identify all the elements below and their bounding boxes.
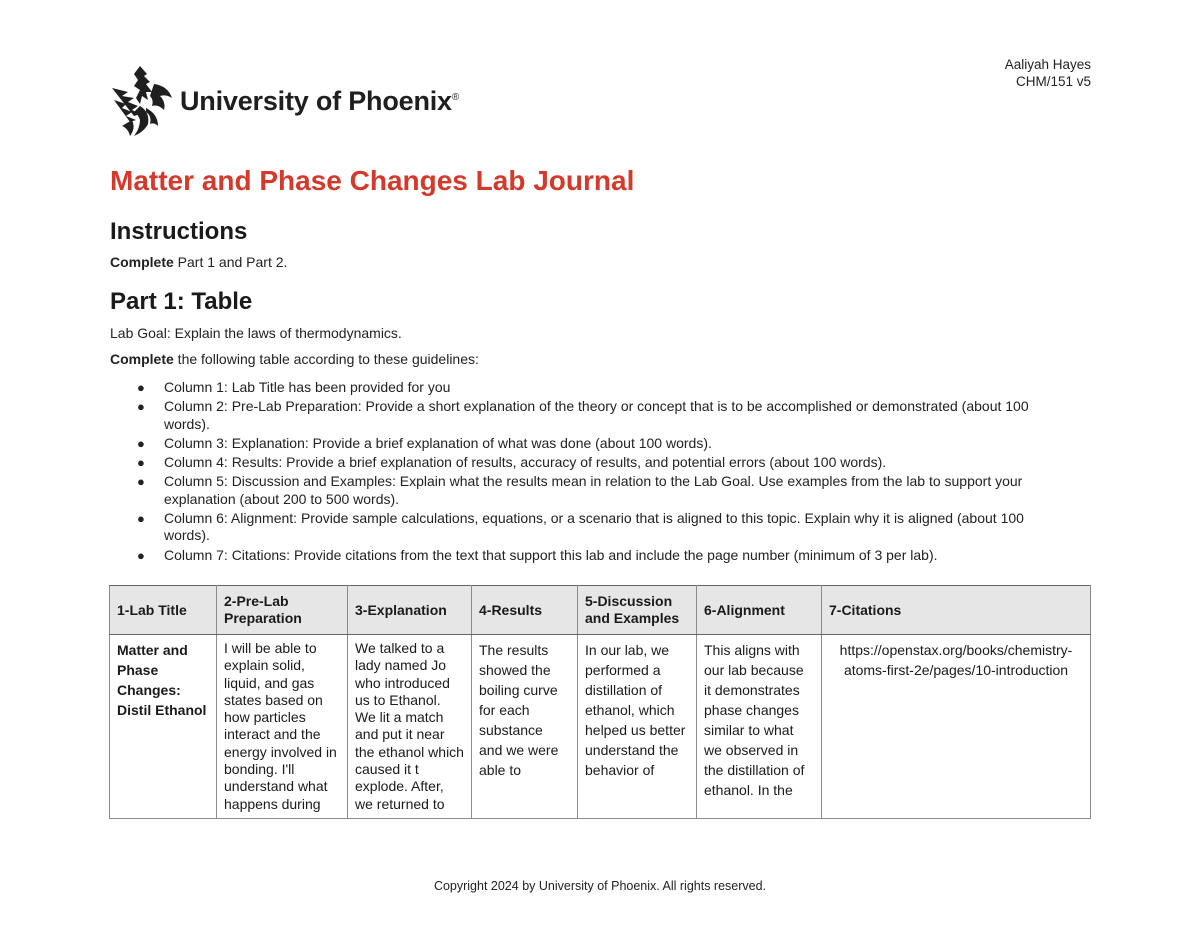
column-header: 7-Citations	[822, 586, 1091, 635]
guideline-item: ● Column 4: Results: Provide a brief explanation of results, accuracy of results, and potential errors (about 100 words).	[137, 454, 887, 471]
bullet-icon: ●	[137, 547, 145, 563]
university-logo	[110, 64, 460, 139]
guideline-item: ● Column 6: Alignment: Provide sample calculations, equations, or a scenario that is aligned to this topic. Explain why it is aligned (about 100 words).	[137, 510, 1024, 544]
phoenix-bird-icon	[110, 64, 176, 139]
results-cell: The results showed the boiling curve for each substance and we were able to	[472, 635, 578, 819]
column-header: 2-Pre-Lab Preparation	[217, 586, 348, 635]
explanation-cell: We talked to a lady named Jo who introduced us to Ethanol. We lit a match and put it near the ethanol which caused it t explode. After, we returned to	[348, 635, 472, 819]
part1-heading: Part 1: Table	[110, 288, 253, 315]
header-meta	[1005, 56, 1091, 90]
bullet-icon: ●	[137, 474, 145, 490]
citations-cell: https://openstax.org/books/chemistry-atoms-first-2e/pages/10-introduction	[822, 635, 1091, 819]
guidelines-intro: Complete the following table according to these guidelines:	[110, 351, 479, 367]
course-code: CHM/151 v5	[1015, 74, 1091, 89]
author-name: Aaliyah Hayes	[1004, 57, 1091, 72]
complete-instruction: Complete Part 1 and Part 2.	[110, 254, 288, 270]
alignment-cell: This aligns with our lab because it demonstrates phase changes similar to what we observed in the distillation of ethanol. In the	[697, 635, 822, 819]
column-header: 3-Explanation	[348, 586, 472, 635]
table-row	[110, 635, 1091, 819]
column-header: 6-Alignment	[697, 586, 822, 635]
bullet-icon: ●	[137, 455, 145, 471]
guideline-item: ● Column 5: Discussion and Examples: Explain what the results mean in relation to the Lab Goal. Use examples from the lab to support your explanation (about 200 to 500 words).	[137, 473, 1023, 507]
bullet-icon: ●	[137, 380, 145, 395]
table-header-row	[110, 586, 1091, 635]
lab-goal: Lab Goal: Explain the laws of thermodynamics.	[110, 325, 402, 341]
column-header: 1-Lab Title	[110, 586, 217, 635]
lab-title-cell: Matter and Phase Changes: Distil Ethanol	[110, 635, 217, 819]
copyright-footer: Copyright 2024 by University of Phoenix. All rights reserved.	[433, 879, 767, 893]
guideline-item: ● Column 7: Citations: Provide citations from the text that support this lab and include the page number (minimum of 3 per lab).	[137, 546, 938, 563]
guideline-item: ● Column 1: Lab Title has been provided for you	[137, 379, 451, 395]
logo-wordmark: University of Phoenix®	[180, 86, 460, 116]
bullet-icon: ●	[137, 511, 145, 527]
guideline-item: ● Column 3: Explanation: Provide a brief explanation of what was done (about 100 words).	[137, 434, 712, 451]
guideline-item: ● Column 2: Pre-Lab Preparation: Provide a short explanation of the theory or concept that is to be accomplished or demonstrated (about 100 words).	[137, 398, 1029, 432]
column-header: 4-Results	[472, 586, 578, 635]
column-header: 5-Discussion and Examples	[578, 586, 697, 635]
prelab-cell: I will be able to explain solid, liquid, and gas states based on how particles interact and the energy involved in bonding. I'll understand what happens during	[217, 635, 348, 819]
bullet-icon: ●	[137, 435, 145, 451]
instructions-heading: Instructions	[110, 218, 248, 245]
guidelines-list	[110, 379, 1070, 566]
discussion-cell: In our lab, we performed a distillation of ethanol, which helped us better understand the behavior of	[578, 635, 697, 819]
lab-table	[109, 585, 1091, 819]
bullet-icon: ●	[137, 399, 145, 415]
document-title: Matter and Phase Changes Lab Journal	[110, 165, 635, 196]
